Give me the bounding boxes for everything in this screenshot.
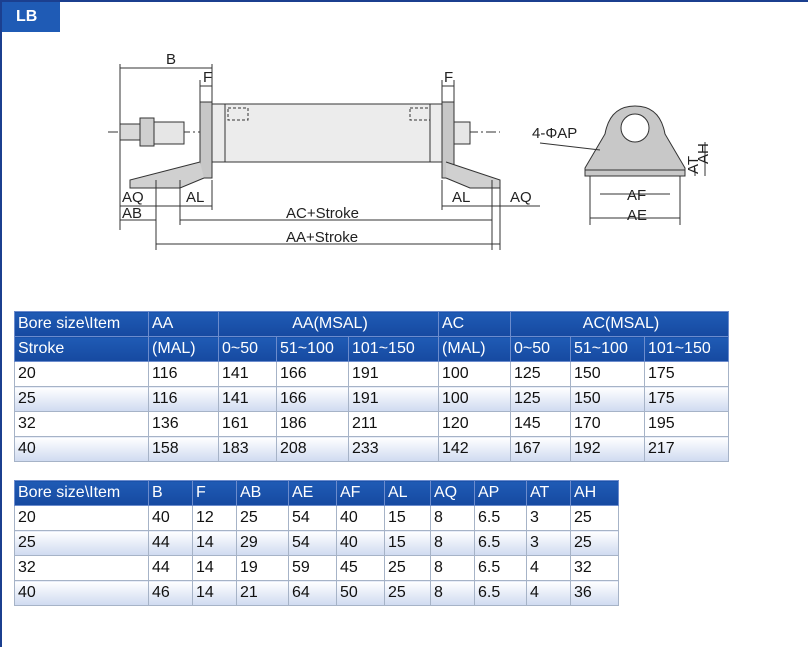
- t1-cell: 32: [15, 412, 149, 437]
- t1-row: [15, 362, 729, 387]
- t2-cell: 8: [431, 556, 475, 581]
- t2-cell: 36: [571, 581, 619, 606]
- t2-cell: 14: [193, 531, 237, 556]
- t2-cell: 25: [15, 531, 149, 556]
- dimension-drawing: [100, 50, 710, 260]
- t1-row: [15, 437, 729, 462]
- dim-ac-stroke: AC+Stroke: [286, 205, 359, 222]
- t1-head-aa: AA: [149, 312, 219, 337]
- dim-f-right: F: [444, 69, 454, 86]
- dim-at: AT: [685, 155, 702, 174]
- t2-cell: 20: [15, 506, 149, 531]
- t1-cell: 166: [277, 387, 349, 412]
- t1-cell: 217: [645, 437, 729, 462]
- t2-cell: 25: [385, 581, 431, 606]
- t2-cell: 40: [15, 581, 149, 606]
- t2-head-cell: AF: [337, 481, 385, 506]
- t2-cell: 19: [237, 556, 289, 581]
- t1-head-ac: AC: [439, 312, 511, 337]
- t2-cell: 40: [337, 506, 385, 531]
- dim-f-left: F: [203, 69, 213, 86]
- t2-cell: 46: [149, 581, 193, 606]
- dim-aq-left: AQ: [122, 189, 144, 206]
- t1-cell: 100: [439, 387, 511, 412]
- dim-af: AF: [627, 187, 647, 204]
- dim-al-right: AL: [452, 189, 471, 206]
- t1-cell: 167: [511, 437, 571, 462]
- t2-cell: 44: [149, 531, 193, 556]
- t1-cell: 120: [439, 412, 511, 437]
- t2-cell: 8: [431, 581, 475, 606]
- t2-cell: 25: [237, 506, 289, 531]
- t2-cell: 25: [385, 556, 431, 581]
- t2-cell: 64: [289, 581, 337, 606]
- dimension-table-aa-ac: [14, 311, 729, 462]
- dim-aa-stroke: AA+Stroke: [286, 229, 359, 246]
- t1-cell: 175: [645, 387, 729, 412]
- t2-cell: 54: [289, 506, 337, 531]
- t2-cell: 14: [193, 581, 237, 606]
- t2-row: [15, 506, 619, 531]
- t2-cell: 6.5: [475, 531, 527, 556]
- t2-head-cell: B: [149, 481, 193, 506]
- t1-head-aa-51-100: 51~100: [277, 337, 349, 362]
- t1-head-aa-0-50: 0~50: [219, 337, 277, 362]
- t1-cell: 161: [219, 412, 277, 437]
- t1-cell: 191: [349, 387, 439, 412]
- t2-row: [15, 581, 619, 606]
- t1-cell: 145: [511, 412, 571, 437]
- section-tag: LB: [2, 2, 60, 32]
- t1-cell: 141: [219, 362, 277, 387]
- t1-cell: 125: [511, 362, 571, 387]
- t2-cell: 59: [289, 556, 337, 581]
- t1-cell: 195: [645, 412, 729, 437]
- t2-cell: 15: [385, 506, 431, 531]
- t2-head-cell: AQ: [431, 481, 475, 506]
- t2-cell: 3: [527, 506, 571, 531]
- t1-cell: 150: [571, 387, 645, 412]
- t2-cell: 3: [527, 531, 571, 556]
- t2-cell: 32: [15, 556, 149, 581]
- t2-head-cell: F: [193, 481, 237, 506]
- t1-cell: 211: [349, 412, 439, 437]
- t2-cell: 4: [527, 581, 571, 606]
- t2-cell: 14: [193, 556, 237, 581]
- t1-head-aa-msal: AA(MSAL): [219, 312, 439, 337]
- t1-cell: 186: [277, 412, 349, 437]
- t1-cell: 170: [571, 412, 645, 437]
- dim-b: B: [166, 51, 177, 68]
- t1-cell: 150: [571, 362, 645, 387]
- t2-cell: 15: [385, 531, 431, 556]
- t1-cell: 166: [277, 362, 349, 387]
- t1-row: [15, 387, 729, 412]
- t1-cell: 208: [277, 437, 349, 462]
- dim-ah: AH: [695, 143, 712, 164]
- t1-cell: 20: [15, 362, 149, 387]
- t2-head-cell: AP: [475, 481, 527, 506]
- t1-cell: 100: [439, 362, 511, 387]
- dim-aq-right: AQ: [510, 189, 532, 206]
- t1-cell: 136: [149, 412, 219, 437]
- t1-cell: 25: [15, 387, 149, 412]
- t2-head-cell: AE: [289, 481, 337, 506]
- t2-cell: 25: [571, 531, 619, 556]
- dimension-table-bracket: [14, 480, 619, 606]
- t2-head-cell: AT: [527, 481, 571, 506]
- t2-cell: 29: [237, 531, 289, 556]
- t2-cell: 45: [337, 556, 385, 581]
- t1-cell: 125: [511, 387, 571, 412]
- t2-cell: 40: [149, 506, 193, 531]
- t2-cell: 40: [337, 531, 385, 556]
- t1-cell: 141: [219, 387, 277, 412]
- t2-head-cell: Bore size\Item: [15, 481, 149, 506]
- t1-cell: 158: [149, 437, 219, 462]
- t1-head-aa-101-150: 101~150: [349, 337, 439, 362]
- t1-head-ac-msal: AC(MSAL): [511, 312, 729, 337]
- t1-cell: 183: [219, 437, 277, 462]
- t2-head-cell: AL: [385, 481, 431, 506]
- t2-cell: 50: [337, 581, 385, 606]
- t2-cell: 8: [431, 531, 475, 556]
- t2-cell: 6.5: [475, 581, 527, 606]
- t2-cell: 25: [571, 506, 619, 531]
- t1-cell: 191: [349, 362, 439, 387]
- t1-head-ac-101-150: 101~150: [645, 337, 729, 362]
- t1-cell: 116: [149, 362, 219, 387]
- t2-head-cell: AB: [237, 481, 289, 506]
- t1-cell: 175: [645, 362, 729, 387]
- t2-cell: 6.5: [475, 556, 527, 581]
- t2-cell: 54: [289, 531, 337, 556]
- dim-al-left: AL: [186, 189, 205, 206]
- t2-cell: 44: [149, 556, 193, 581]
- t1-head-ac-51-100: 51~100: [571, 337, 645, 362]
- t2-cell: 32: [571, 556, 619, 581]
- dim-hole: 4-ΦAP: [532, 125, 578, 142]
- t2-row: [15, 556, 619, 581]
- dim-ae: AE: [627, 207, 648, 224]
- t1-cell: 192: [571, 437, 645, 462]
- t2-cell: 12: [193, 506, 237, 531]
- t1-cell: 233: [349, 437, 439, 462]
- t2-head-cell: AH: [571, 481, 619, 506]
- t1-head-mal-ac: (MAL): [439, 337, 511, 362]
- t2-cell: 6.5: [475, 506, 527, 531]
- t1-row: [15, 412, 729, 437]
- t1-cell: 142: [439, 437, 511, 462]
- t2-cell: 8: [431, 506, 475, 531]
- t1-head-ac-0-50: 0~50: [511, 337, 571, 362]
- t2-row: [15, 531, 619, 556]
- t2-cell: 4: [527, 556, 571, 581]
- dim-ab: AB: [122, 205, 143, 222]
- t1-cell: 40: [15, 437, 149, 462]
- t2-cell: 21: [237, 581, 289, 606]
- t1-cell: 116: [149, 387, 219, 412]
- t1-head-mal-aa: (MAL): [149, 337, 219, 362]
- t1-head-stroke: Stroke: [15, 337, 149, 362]
- t1-head-bore: Bore size\Item: [15, 312, 149, 337]
